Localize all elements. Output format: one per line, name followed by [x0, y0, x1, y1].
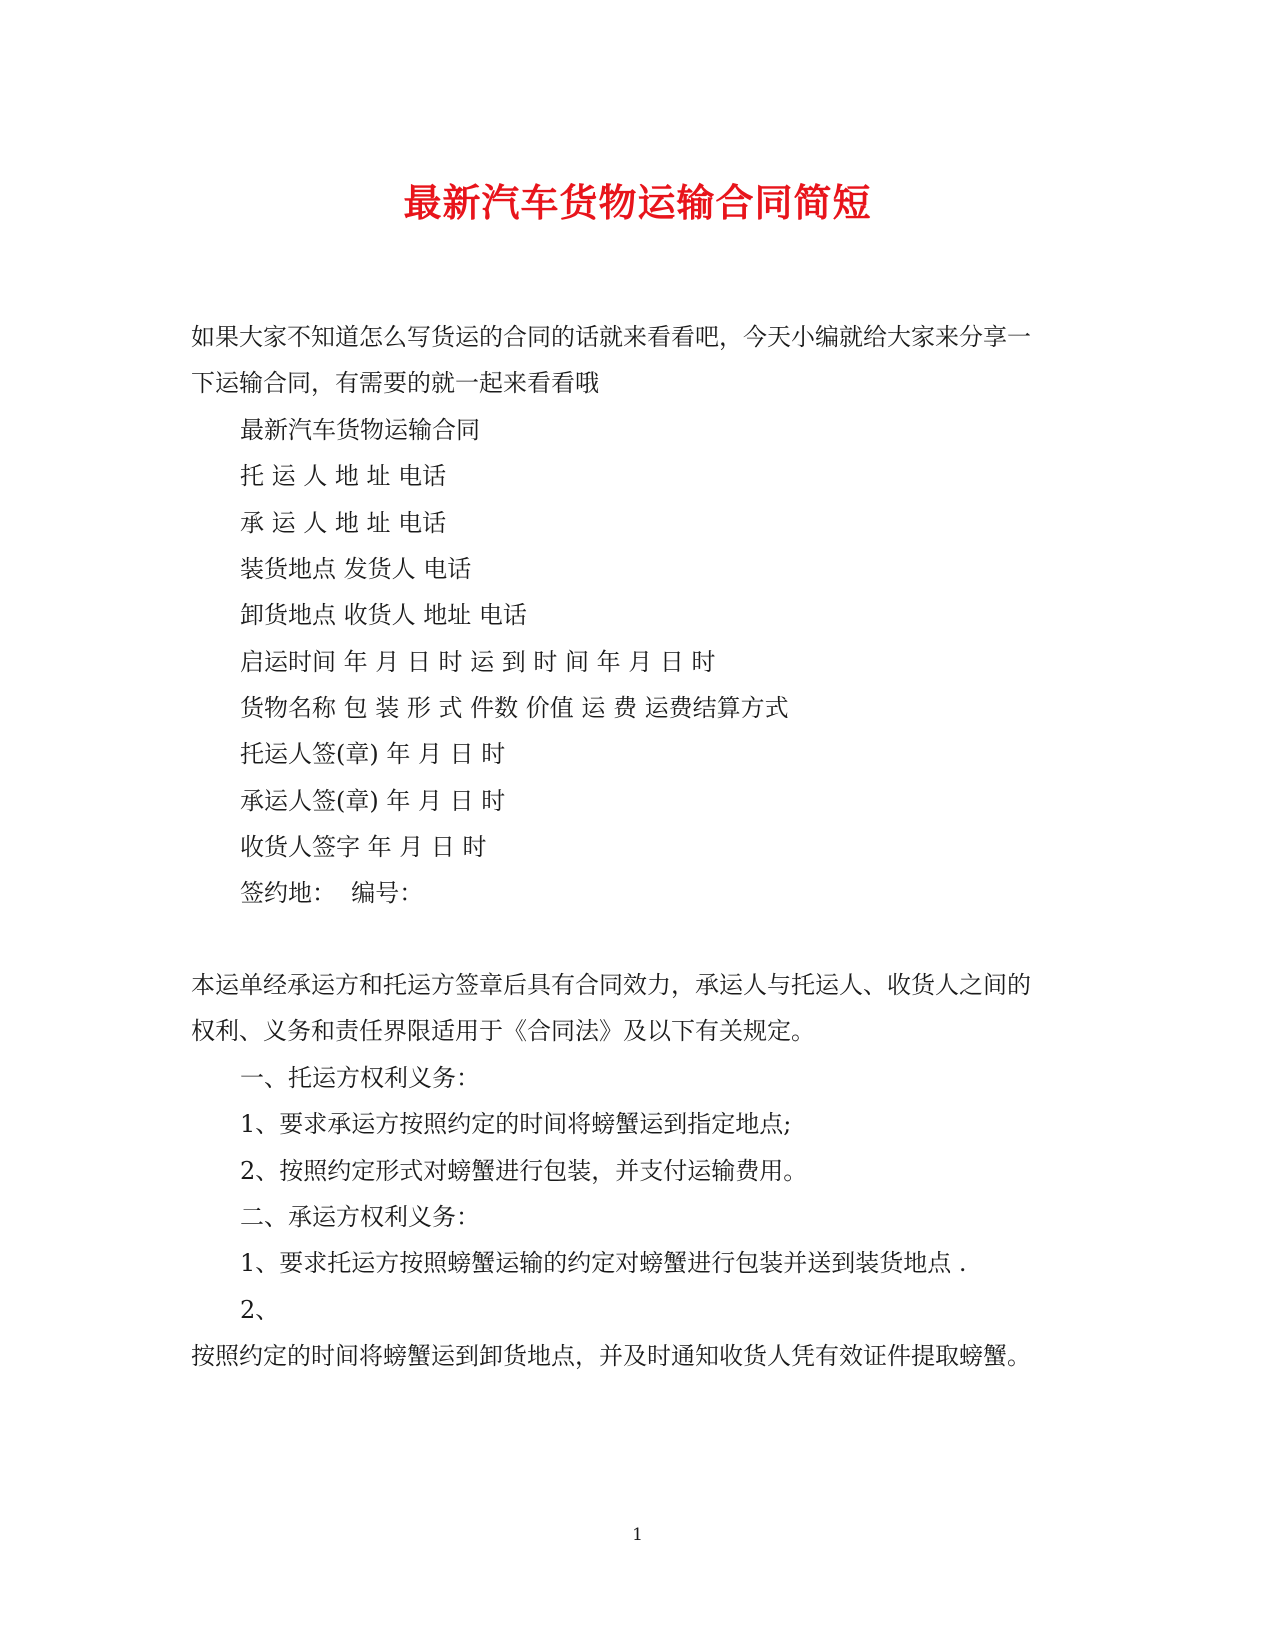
section-one-item-2: 2、按照约定形式对螃蟹进行包装，并支付运输费用。 — [240, 1157, 808, 1185]
intro-line-2: 下运输合同，有需要的就一起来看看哦 — [191, 369, 599, 397]
section-one-heading: 一、托运方权利义务： — [240, 1064, 480, 1092]
section-two-continuation: 按照约定的时间将螃蟹运到卸货地点，并及时通知收货人凭有效证件提取螃蟹。 — [191, 1342, 1031, 1370]
body-line-1: 本运单经承运方和托运方签章后具有合同效力，承运人与托运人、收货人之间的 — [191, 971, 1031, 999]
form-line-shipper: 托 运 人 地 址 电话 — [240, 462, 447, 490]
form-heading: 最新汽车货物运输合同 — [240, 416, 480, 444]
form-line-departure-time: 启运时间 年 月 日 时 运 到 时 间 年 月 日 时 — [240, 648, 716, 676]
section-two-heading: 二、承运方权利义务： — [240, 1203, 480, 1231]
section-two-item-2: 2、 — [240, 1296, 280, 1324]
form-line-carrier: 承 运 人 地 址 电话 — [240, 509, 447, 537]
form-line-carrier-sign: 承运人签(章) 年 月 日 时 — [240, 787, 506, 815]
page-number: 1 — [632, 1525, 643, 1545]
intro-line-1: 如果大家不知道怎么写货运的合同的话就来看看吧，今天小编就给大家来分享一 — [191, 323, 1031, 351]
form-line-goods: 货物名称 包 装 形 式 件数 价值 运 费 运费结算方式 — [240, 694, 789, 722]
form-line-loading: 装货地点 发货人 电话 — [240, 555, 472, 583]
document-title: 最新汽车货物运输合同简短 — [403, 180, 872, 225]
form-line-shipper-sign: 托运人签(章) 年 月 日 时 — [240, 740, 506, 768]
section-two-item-1: 1、要求托运方按照螃蟹运输的约定对螃蟹进行包装并送到装货地点 . — [240, 1249, 967, 1277]
body-line-2: 权利、义务和责任界限适用于《合同法》及以下有关规定。 — [191, 1017, 815, 1045]
form-line-location-number: 签约地： 编号： — [240, 879, 424, 907]
form-line-consignee-sign: 收货人签字 年 月 日 时 — [240, 833, 487, 861]
section-one-item-1: 1、要求承运方按照约定的时间将螃蟹运到指定地点; — [240, 1110, 792, 1138]
form-line-unloading: 卸货地点 收货人 地址 电话 — [240, 601, 527, 629]
